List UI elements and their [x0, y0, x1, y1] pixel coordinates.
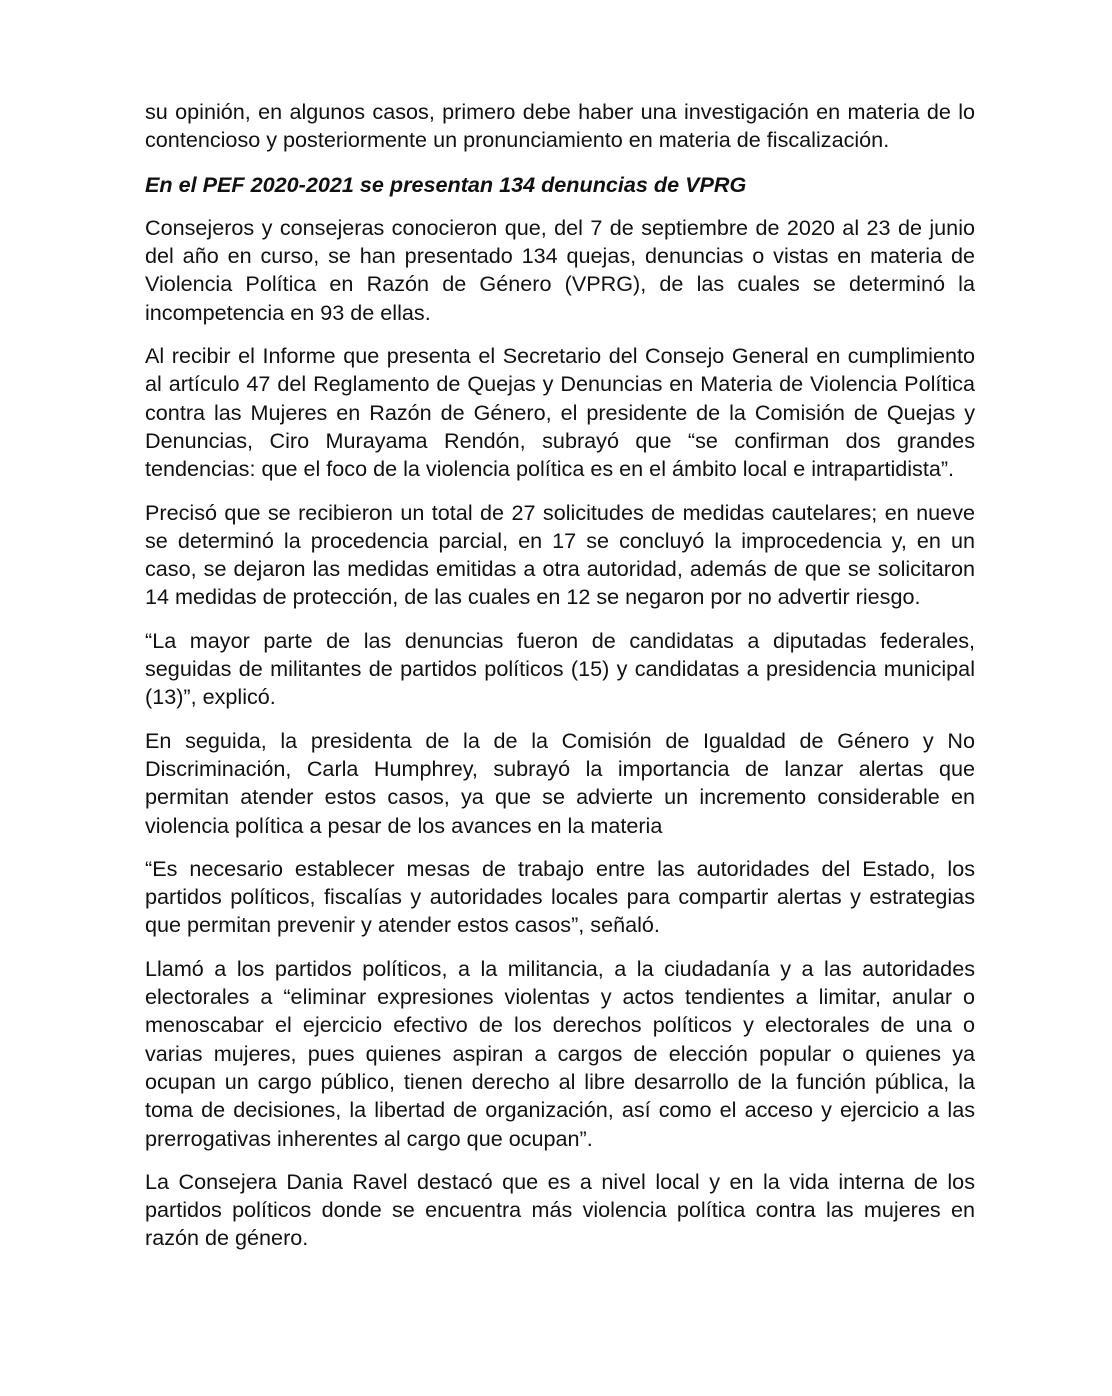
document-page: [145, 98, 975, 1268]
paragraph-call-to-parties: Llamó a los partidos políticos, a la militancia, a la ciudadanía y a las autoridades electorales a “eliminar expresiones violentas y actos tendientes a limitar, anular o menoscabar el ejercicio efectivo de los derechos políticos y electorales de una o varias mujeres, pues quienes aspiran a cargos de elección popular o quienes ya ocupan un cargo público, tienen derecho al libre desarrollo de la función pública, la toma de decisiones, la libertad de organización, así como el acceso y ejercicio a las prerrogativas inherentes al cargo que ocupan”.: [145, 955, 975, 1151]
paragraph-intro: su opinión, en algunos casos, primero debe haber una investigación en materia de lo contencioso y posteriormente un pronunciamiento en materia de fiscalización.: [145, 99, 975, 153]
paragraph-gender-commission: En seguida, la presidenta de la de la Comisión de Igualdad de Género y No Discriminación, Carla Humphrey, subrayó la importancia de lanzar alertas que permitan atender estos casos, ya que se advierte un incremento considerable en violencia política a pesar de los avances en la materia: [145, 727, 975, 838]
paragraph-complaints-count: Consejeros y consejeras conocieron que, del 7 de septiembre de 2020 al 23 de junio del año en curso, se han presentado 134 quejas, denuncias o vistas en materia de Violencia Política en Razón de Género (VPRG), de las cuales se determinó la incompetencia en 93 de ellas.: [145, 214, 975, 325]
paragraph-report: Al recibir el Informe que presenta el Secretario del Consejo General en cumplimiento al artículo 47 del Reglamento de Quejas y Denuncias en Materia de Violencia Política contra las Mujeres en Razón de Género, el presidente de la Comisión de Quejas y Denuncias, Ciro Murayama Rendón, subrayó que “se confirman dos grandes tendencias: que el foco de la violencia política es en el ámbito local e intrapartidista”.: [145, 343, 975, 482]
paragraph-quote-work-tables: “Es necesario establecer mesas de trabajo entre las autoridades del Estado, los partidos políticos, fiscalías y autoridades locales para compartir alertas y estrategias que permitan prevenir y atender estos casos”, señaló.: [145, 855, 975, 938]
section-heading: En el PEF 2020-2021 se presentan 134 denuncias de VPRG: [145, 171, 747, 197]
paragraph-dania-ravel: La Consejera Dania Ravel destacó que es a nivel local y en la vida interna de los partidos políticos donde se encuentra más violencia política contra las mujeres en razón de género.: [145, 1168, 975, 1251]
paragraph-quote-candidates: “La mayor parte de las denuncias fueron de candidatas a diputadas federales, seguidas de militantes de partidos políticos (15) y candidatas a presidencia municipal (13)”, explicó.: [145, 627, 975, 710]
paragraph-precautionary-measures: Precisó que se recibieron un total de 27 solicitudes de medidas cautelares; en nueve se determinó la procedencia parcial, en 17 se concluyó la improcedencia y, en un caso, se dejaron las medidas emitidas a otra autoridad, además de que se solicitaron 14 medidas de protección, de las cuales en 12 se negaron por no advertir riesgo.: [145, 499, 975, 610]
